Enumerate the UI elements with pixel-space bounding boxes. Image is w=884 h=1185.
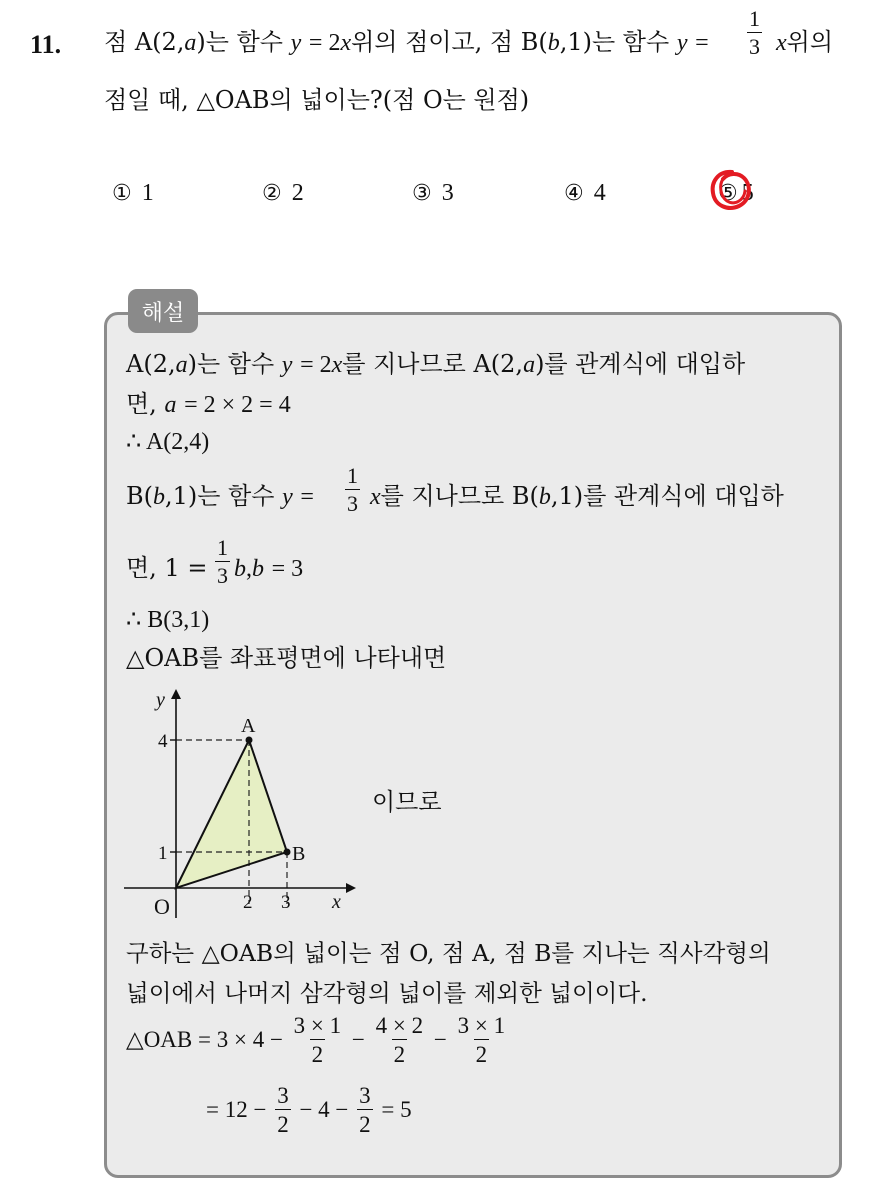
variable-b: b [547,30,560,56]
solution-graph-suffix: 이므로 [372,788,442,816]
fraction-denominator: 2 [275,1109,291,1136]
solution-line-1 [126,352,745,377]
choice-2[interactable] [262,178,304,207]
variable-a: a [175,352,188,378]
variable-y: y [290,30,302,56]
solution-line-5 [126,556,207,580]
equation-text: = 5 [381,1097,412,1122]
question-text: )는 함수 [196,28,283,56]
variable-x: x [370,484,381,510]
point-b-dot [284,849,291,856]
fraction-one-third [744,8,765,58]
fraction-numerator: 4 × 2 [375,1013,424,1038]
fraction-numerator: 1 [217,535,228,560]
solution-line-7: △OAB를 좌표평면에 나타내면 [126,644,447,672]
choice-number-icon: ④ [564,181,584,206]
question-text: 위의 [786,28,834,56]
fraction-numerator: 1 [347,463,358,488]
variable-x: x [776,30,787,56]
variable-b: b [538,484,551,510]
solution-text: ,1)는 함수 [165,482,275,510]
choice-value: 5 [741,180,754,206]
question-line-1-end [776,30,833,55]
solution-line-2 [126,392,291,417]
fraction-one-third [342,465,363,515]
variable-a: a [184,30,197,56]
y-axis-arrow-icon [171,689,181,699]
choice-3[interactable] [412,178,454,207]
choice-number-icon: ③ [412,181,432,206]
solution-tab: 해설 [128,289,198,333]
question-text: = [695,30,709,56]
solution-line-9: 구하는 △OAB의 넓이는 점 O, 점 A, 점 B를 지나는 직사각형의 [126,939,771,967]
fraction-denominator: 2 [474,1039,490,1066]
fraction-numerator: 3 × 1 [457,1013,506,1038]
tick-label-x3: 3 [281,892,291,913]
fraction-numerator: 3 × 1 [293,1013,342,1038]
question-line-2: 점일 때, △OAB의 넓이는?(점 O는 원점) [104,86,530,114]
fraction-numerator: 3 [277,1083,289,1108]
solution-line-5-end [234,556,303,581]
solution-text: , [246,556,252,582]
origin-label: O [154,894,170,919]
solution-text: = 2 × 2 = 4 [184,392,291,418]
variable-b: b [234,556,246,582]
tick-label-x2: 2 [243,892,253,913]
variable-y: y [281,352,293,378]
solution-text: 를 지나므로 B( [380,482,539,510]
choice-value: 2 [291,180,304,206]
solution-text: )는 함수 [187,350,275,378]
x-axis-arrow-icon [346,883,356,893]
equation-text: − [351,1027,365,1052]
fraction-denominator: 3 [749,34,760,59]
question-text: ,1)는 함수 [559,28,670,56]
fraction-denominator: 2 [392,1039,408,1066]
tick-label-y1: 1 [158,843,168,864]
fraction-denominator: 2 [357,1109,373,1136]
solution-text: = 3 [271,556,304,582]
variable-x: x [331,352,343,378]
solution-line-10: 넓이에서 나머지 삼각형의 넓이를 제외한 넓이이다. [126,979,648,1007]
choice-number-icon: ⑤ [718,181,738,206]
solution-line-6: ∴ B(3,1) [126,607,210,633]
choice-number-icon: ① [112,181,132,206]
solution-text: B( [126,482,153,510]
equation-text: △OAB = 3 × 4 − [126,1027,283,1052]
fraction-denominator: 3 [217,563,228,588]
choice-value: 3 [441,180,454,206]
choice-number-icon: ② [262,181,282,206]
question-number: 11. [30,30,62,59]
triangle-oab [176,740,287,888]
answer-circle-mark-icon [706,166,756,216]
fraction-one-third [212,537,233,587]
choice-1[interactable] [112,178,154,207]
solution-text: = [300,484,314,510]
x-axis-label: x [332,891,341,913]
solution-text: = 2 [300,352,332,378]
variable-b: b [252,556,264,582]
choice-4[interactable] [564,178,606,207]
solution-text: )를 관계식에 대입하 [535,350,746,378]
y-axis-label: y [156,689,165,711]
solution-line-4 [126,484,314,509]
variable-a: a [164,392,177,418]
variable-y: y [676,30,688,56]
variable-a: a [523,352,536,378]
fraction-numerator: 1 [749,6,760,31]
question-text: 위의 점이고, 점 B( [351,28,548,56]
equation-text: = 12 − [206,1097,267,1122]
solution-text: ,1)를 관계식에 대입하 [550,482,784,510]
question-line-1 [104,30,709,55]
question-text: = 2 [308,30,341,56]
solution-line-4-end [370,484,784,509]
point-a-dot [246,737,253,744]
choice-value: 1 [141,180,154,206]
solution-text: A(2, [126,350,176,378]
tick-label-y4: 4 [158,731,168,752]
fraction-numerator: 3 [359,1083,371,1108]
question-text: 점 A(2, [104,28,185,56]
variable-x: x [340,30,352,56]
point-a-label: A [241,715,256,737]
variable-y: y [282,484,293,510]
variable-b: b [153,484,165,510]
coordinate-graph [118,682,368,922]
fraction-denominator: 2 [310,1039,326,1066]
equation-text: − [433,1027,447,1052]
choice-value: 4 [593,180,606,206]
area-equation-1 [126,1014,510,1066]
equation-text: − 4 − [299,1097,349,1122]
area-equation-2 [206,1084,412,1136]
solution-text: 를 지나므로 A(2, [342,350,524,378]
point-b-label: B [292,843,306,865]
solution-text: 면, [126,390,157,418]
solution-line-3: ∴ A(2,4) [126,429,210,455]
solution-text: 면, 1 = [126,554,208,582]
fraction-denominator: 3 [347,491,358,516]
